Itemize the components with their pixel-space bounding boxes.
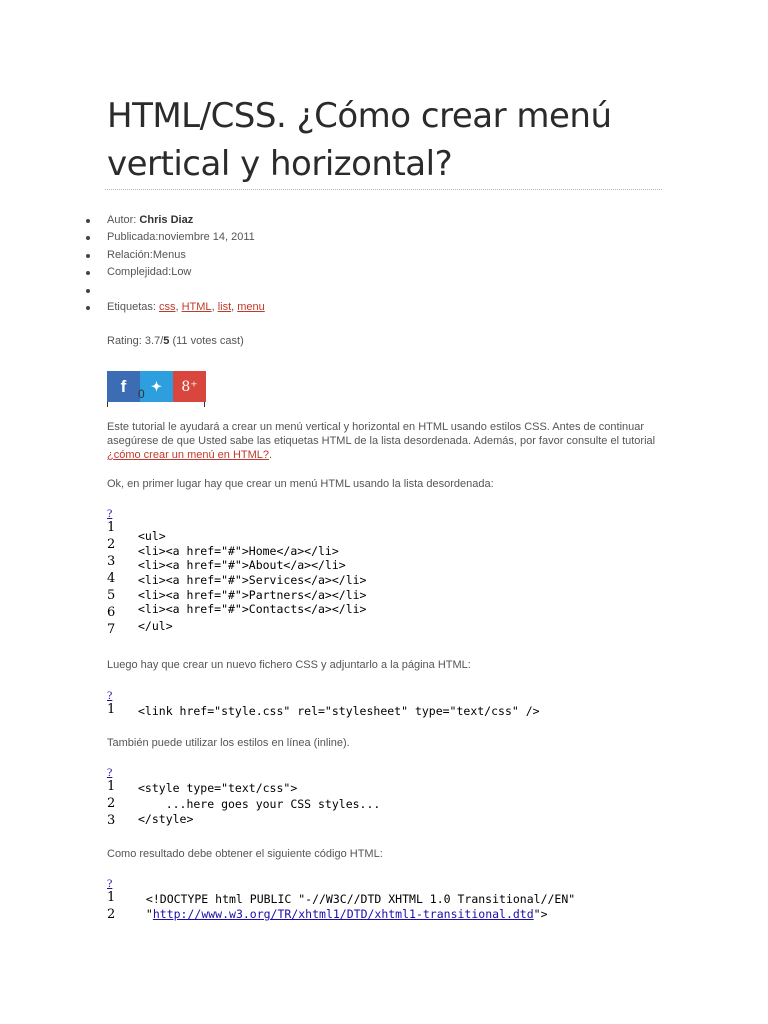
code-block-1: [107, 506, 667, 646]
tag-link-html[interactable]: HTML: [181, 300, 212, 313]
bullet-icon: [86, 306, 90, 310]
meta-complexity: Complejidad:Low: [83, 264, 265, 281]
code-block-2: [107, 688, 667, 724]
code-line: <li><a href="#">Partners</a></li>: [138, 588, 367, 602]
code-toggle-link[interactable]: ?: [107, 765, 113, 779]
share-bar-edge: [204, 402, 205, 407]
dtd-url-link[interactable]: http://www.w3.org/TR/xhtml1/DTD/xhtml1-transitional.dtd: [152, 907, 534, 921]
code-line: <li><a href="#">Services</a></li>: [138, 573, 367, 587]
google-plus-icon: 8⁺: [181, 378, 198, 395]
line-number: 1: [107, 520, 116, 535]
code-toggle-link[interactable]: ?: [107, 506, 113, 520]
code-line: <style type="text/css">: [138, 781, 298, 795]
article-meta-list: [83, 212, 265, 316]
code-toggle-link[interactable]: ?: [107, 688, 113, 702]
meta-empty: [83, 282, 265, 299]
author-name: Chris Diaz: [139, 214, 194, 226]
bullet-icon: [86, 219, 90, 223]
bullet-icon: [86, 289, 90, 293]
tutorial-link[interactable]: ¿cómo crear un menú en HTML?: [107, 449, 270, 461]
step-4-text: Como resultado debe obtener el siguiente código HTML:: [107, 848, 383, 860]
code-line: <ul>: [138, 529, 166, 543]
meta-published: Publicada:noviembre 14, 2011: [83, 229, 265, 246]
code-line: <link href="style.css" rel="stylesheet" type="text/css" />: [138, 704, 540, 718]
line-number: 3: [107, 554, 116, 569]
share-bar-edge: [107, 402, 108, 407]
code-line: <li><a href="#">About</a></li>: [138, 558, 346, 572]
line-number: 5: [107, 588, 116, 603]
bullet-icon: [86, 236, 90, 240]
step-3-text: También puede utilizar los estilos en línea (inline).: [107, 737, 350, 749]
line-number: 1: [107, 702, 116, 717]
line-number: 3: [107, 813, 116, 828]
code-line: </style>: [138, 812, 194, 826]
step-2-text: Luego hay que crear un nuevo fichero CSS y adjuntarlo a la página HTML:: [107, 659, 471, 671]
tag-link-css[interactable]: css: [158, 300, 176, 313]
code-toggle-link[interactable]: ?: [107, 876, 113, 890]
line-number: 7: [107, 622, 116, 637]
tag-link-list[interactable]: list: [217, 300, 232, 313]
google-plus-share-button[interactable]: [173, 371, 206, 402]
code-line: </ul>: [138, 619, 173, 633]
meta-tags: Etiquetas: css, HTML, list, menu: [83, 299, 265, 316]
line-number: 2: [107, 537, 116, 552]
rating: Rating: 3.7/5 (11 votes cast): [107, 335, 244, 347]
code-line: <!DOCTYPE html PUBLIC "-//W3C//DTD XHTML 1.0 Transitional//EN": [139, 892, 576, 906]
step-1-text: Ok, en primer lugar hay que crear un menú HTML usando la lista desordenada:: [107, 478, 494, 490]
intro-paragraph: Este tutorial le ayudará a crear un menú vertical y horizontal en HTML usando estilos CSS. Antes de continuar asegúrese de que Usted sabe las etiquetas HTML de la lista desordenada. Además, por favor consulte el tutorial ¿cómo crear un menú en HTML?.: [107, 421, 656, 461]
meta-relation: Relación:Menus: [83, 247, 265, 264]
twitter-icon: ✦: [151, 378, 162, 394]
line-number: 2: [107, 796, 116, 811]
line-number: 1: [107, 779, 116, 794]
page-title: HTML/CSS. ¿Cómo crear menú vertical y horizontal?: [107, 96, 612, 184]
tag-link-menu[interactable]: menu: [237, 300, 265, 313]
line-number: 4: [107, 571, 116, 586]
line-number: 1: [107, 890, 116, 905]
meta-author: Autor: Chris Diaz: [83, 212, 265, 229]
facebook-share-button[interactable]: [107, 371, 140, 402]
bullet-icon: [86, 254, 90, 258]
line-number: 6: [107, 605, 116, 620]
bullet-icon: [86, 271, 90, 275]
share-count: 0: [138, 387, 145, 401]
code-line: <li><a href="#">Contacts</a></li>: [138, 602, 367, 616]
code-line: <li><a href="#">Home</a></li>: [138, 544, 339, 558]
code-block-3: [107, 765, 667, 831]
title-divider: [105, 189, 662, 190]
code-line: ...here goes your CSS styles...: [138, 797, 381, 811]
line-number: 2: [107, 907, 116, 922]
facebook-icon: f: [120, 376, 127, 396]
social-share-bar: [107, 371, 207, 406]
code-line: "http://www.w3.org/TR/xhtml1/DTD/xhtml1-transitional.dtd">: [139, 907, 548, 921]
code-block-4: [107, 876, 667, 926]
